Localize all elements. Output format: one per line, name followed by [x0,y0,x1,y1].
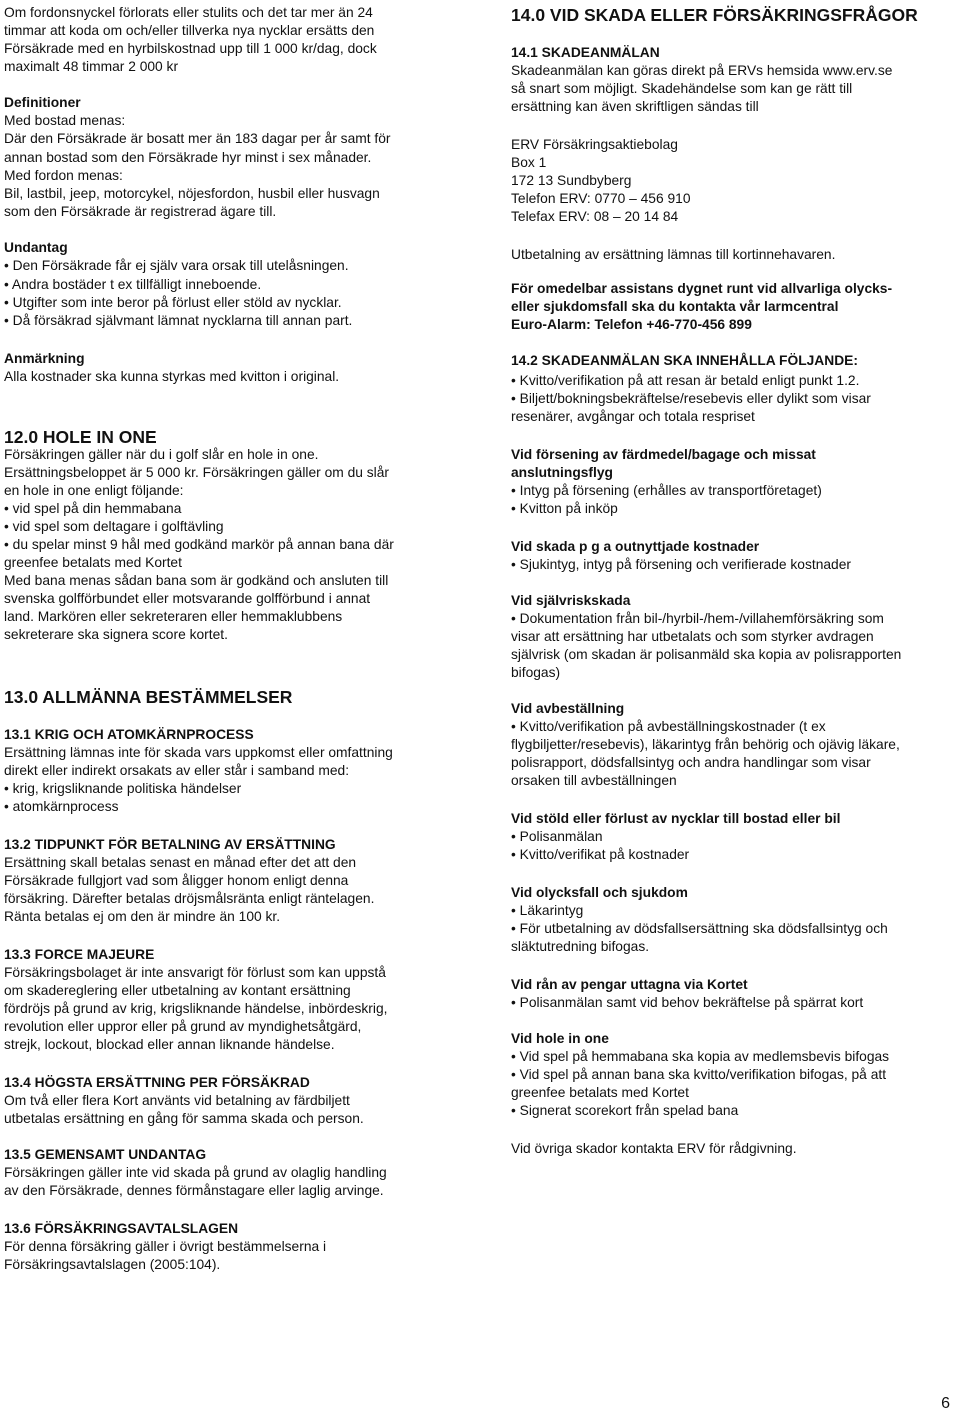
section-heading: Vid hole in one [511,1031,609,1046]
section-heading: 13.4 HÖGSTA ERSÄTTNING PER FÖRSÄKRAD [4,1075,310,1090]
section-heading: Anmärkning [4,351,85,366]
text-line: Med bostad menas: [4,113,126,128]
section-heading: Euro-Alarm: Telefon +46-770-456 899 [511,317,752,332]
text-line: Om fordonsnyckel förlorats eller stulits och det tar mer än 24 [4,5,373,20]
text-line: • Kvitton på inköp [511,501,618,516]
text-line: • atomkärnprocess [4,799,119,814]
section-heading: Vid rån av pengar uttagna via Kortet [511,977,748,992]
text-line: Försäkringsavtalslagen (2005:104). [4,1257,221,1272]
text-line: polisrapport, dödsfallsintyg och andra handlingar som visar [511,755,871,770]
text-line: Telefon ERV: 0770 – 456 910 [511,191,691,206]
text-line: en hole in one enligt följande: [4,483,184,498]
section-heading: 12.0 HOLE IN ONE [4,427,157,447]
text-line: timmar att koda om och/eller tillverka nya nycklar ersätts den [4,23,375,38]
text-line: • Kvitto/verifikat på kostnader [511,847,690,862]
text-line: svenska golfförbundet eller motsvarande golfförbund i annat [4,591,371,606]
text-line: • Kvitto/verifikation på avbeställningskostnader (t ex [511,719,826,734]
text-line: ERV Försäkringsaktiebolag [511,137,678,152]
text-line: orsaken till avbeställningen [511,773,677,788]
text-line: Ersättning skall betalas senast en månad efter det att den [4,855,357,870]
text-line: • För utbetalning av dödsfallsersättning ska dödsfallsintyg och [511,921,888,936]
section-heading: 13.3 FORCE MAJEURE [4,947,155,962]
text-line: • Kvitto/verifikation på att resan är betald enligt punkt 1.2. [511,373,860,388]
text-line: släktutredning bifogas. [511,939,650,954]
text-line: självrisk (om skadan är polisanmäld ska kopia av polisrapporten [511,647,902,662]
text-line: greenfee betalats med Kortet [511,1085,689,1100]
text-line: direkt eller indirekt orsakats av eller står i samband med: [4,763,350,778]
text-line: Försäkringsbolaget är inte ansvarigt för förlust som kan uppstå [4,965,386,980]
text-line: • krig, krigsliknande politiska händelser [4,781,242,796]
text-line: • Biljett/bokningsbekräftelse/resebevis eller dylikt som visar [511,391,871,406]
text-line: • Då försäkrad självmant lämnat nycklarna till annan part. [4,313,353,328]
text-line: fördröjs på grund av krig, krigsliknande händelse, inbördeskrig, [4,1001,388,1016]
text-line: Med bana menas sådan bana som är godkänd och ansluten till [4,573,389,588]
text-line: • Sjukintyg, intyg på försening och verifierade kostnader [511,557,851,572]
text-line: Ersättning lämnas inte för skada vars uppkomst eller omfattning [4,745,393,760]
section-heading: För omedelbar assistans dygnet runt vid allvarliga olycks- [511,281,893,296]
text-line: av den Försäkrade, dennes förmånstagare eller laglig arvinge. [4,1183,384,1198]
text-line: • Läkarintyg [511,903,584,918]
text-line: Försäkrade fullgjort vad som åligger honom enligt denna [4,873,349,888]
text-line: maximalt 48 timmar 2 000 kr [4,59,179,74]
text-line: • Vid spel på hemmabana ska kopia av medlemsbevis bifogas [511,1049,890,1064]
text-line: • Intyg på försening (erhålles av transportföretaget) [511,483,822,498]
text-line: försäkring. Därefter betalas dröjsmålsränta enligt räntelagen. [4,891,375,906]
text-line: Bil, lastbil, jeep, motorcykel, nöjesfordon, husbil eller husvagn [4,186,380,201]
section-heading: Definitioner [4,95,81,110]
text-line: Försäkringen gäller när du i golf slår en hole in one. [4,447,319,462]
text-line: • Polisanmälan [511,829,603,844]
text-line: sekreterare ska signera score kortet. [4,627,228,642]
text-line: Skadeanmälan kan göras direkt på ERVs hemsida www.erv.se [511,63,893,78]
text-line: Försäkrade med en hyrbilskostnad upp till 1 000 kr/dag, dock [4,41,377,56]
text-line: 172 13 Sundbyberg [511,173,632,188]
text-line: visar att ersättning har utbetalats och som styrker avdragen [511,629,874,644]
text-line: • Andra bostäder t ex tillfälligt inneboende. [4,277,262,292]
text-line: som den Försäkrade är registrerad ägare till. [4,204,277,219]
text-line: • Den Försäkrade får ej själv vara orsak till utelåsningen. [4,258,349,273]
section-heading: Undantag [4,240,68,255]
text-line: greenfee betalats med Kortet [4,555,182,570]
text-line: • vid spel som deltagare i golftävling [4,519,224,534]
section-heading: eller sjukdomsfall ska du kontakta vår larmcentral [511,299,839,314]
section-heading: 13.0 ALLMÄNNA BESTÄMMELSER [4,687,293,707]
section-heading: Vid avbeställning [511,701,625,716]
text-line: om skadereglering eller utbetalning av kontant ersättning [4,983,351,998]
section-heading: 13.6 FÖRSÄKRINGSAVTALSLAGEN [4,1221,239,1236]
text-line: Försäkringen gäller inte vid skada på grund av olaglig handling [4,1165,387,1180]
text-line: • du spelar minst 9 hål med godkänd markör på annan bana där [4,537,394,552]
text-line: Vid övriga skador kontakta ERV för rådgivning. [511,1141,797,1156]
text-line: För denna försäkring gäller i övrigt bestämmelserna i [4,1239,327,1254]
section-heading: 13.5 GEMENSAMT UNDANTAG [4,1147,207,1162]
section-heading: 13.1 KRIG OCH ATOMKÄRNPROCESS [4,727,254,742]
section-heading: Vid försening av färdmedel/bagage och missat [511,447,816,462]
section-heading: Vid självriskskada [511,593,631,608]
text-line: Box 1 [511,155,547,170]
text-line: utbetalas ersättning en gång för samma skada och person. [4,1111,364,1126]
section-heading: 14.1 SKADEANMÄLAN [511,45,660,60]
section-heading: Vid skada p g a outnyttjade kostnader [511,539,760,554]
section-heading: 14.0 VID SKADA ELLER FÖRSÄKRINGSFRÅGOR [511,5,918,25]
text-line: • Signerat scorekort från spelad bana [511,1103,739,1118]
text-line: Utbetalning av ersättning lämnas till kortinnehavaren. [511,247,836,262]
text-line: strejk, lockout, blockad eller annan liknande händelse. [4,1037,335,1052]
text-line: • Vid spel på annan bana ska kvitto/verifikation bifogas, på att [511,1067,887,1082]
section-heading: Vid stöld eller förlust av nycklar till bostad eller bil [511,811,841,826]
text-line: Med fordon menas: [4,168,123,183]
text-line: land. Markören eller sekreteraren eller hemmaklubbens [4,609,343,624]
text-line: Alla kostnader ska kunna styrkas med kvitton i original. [4,369,340,384]
text-line: Ränta betalas ej om den är mindre än 100 kr. [4,909,281,924]
text-line: • vid spel på din hemmabana [4,501,182,516]
text-line: så snart som möjligt. Skadehändelse som kan ge rätt till [511,81,853,96]
text-line: Där den Försäkrade är bosatt mer än 183 dagar per år samt för [4,131,391,146]
text-line: flygbiljetter/resebevis), läkarintyg från behörig och ojävig läkare, [511,737,900,752]
text-line: • Utgifter som inte beror på förlust eller stöld av nycklar. [4,295,342,310]
section-heading: 13.2 TIDPUNKT FÖR BETALNING AV ERSÄTTNING [4,837,336,852]
text-line: Om två eller flera Kort använts vid betalning av färdbiljett [4,1093,350,1108]
section-heading: anslutningsflyg [511,465,613,480]
text-line: annan bostad som den Försäkrade hyr minst i sex månader. [4,150,372,165]
text-line: bifogas) [511,665,561,680]
text-line: revolution eller uppror eller på grund av myndighetsåtgärd, [4,1019,362,1034]
text-line: • Dokumentation från bil-/hyrbil-/hem-/villahemförsäkring som [511,611,884,626]
section-heading: 14.2 SKADEANMÄLAN SKA INNEHÅLLA FÖLJANDE: [511,353,858,368]
text-line: Ersättningsbeloppet är 5 000 kr. Försäkringen gäller om du slår [4,465,389,480]
text-line: • Polisanmälan samt vid behov bekräftelse på spärrat kort [511,995,864,1010]
text-line: Telefax ERV: 08 – 20 14 84 [511,209,679,224]
text-line: ersättning kan även skriftligen sändas till [511,99,759,114]
section-heading: Vid olycksfall och sjukdom [511,885,688,900]
text-line: resenärer, avgångar och totala respriset [511,409,755,424]
page-number: 6 [941,1395,950,1412]
